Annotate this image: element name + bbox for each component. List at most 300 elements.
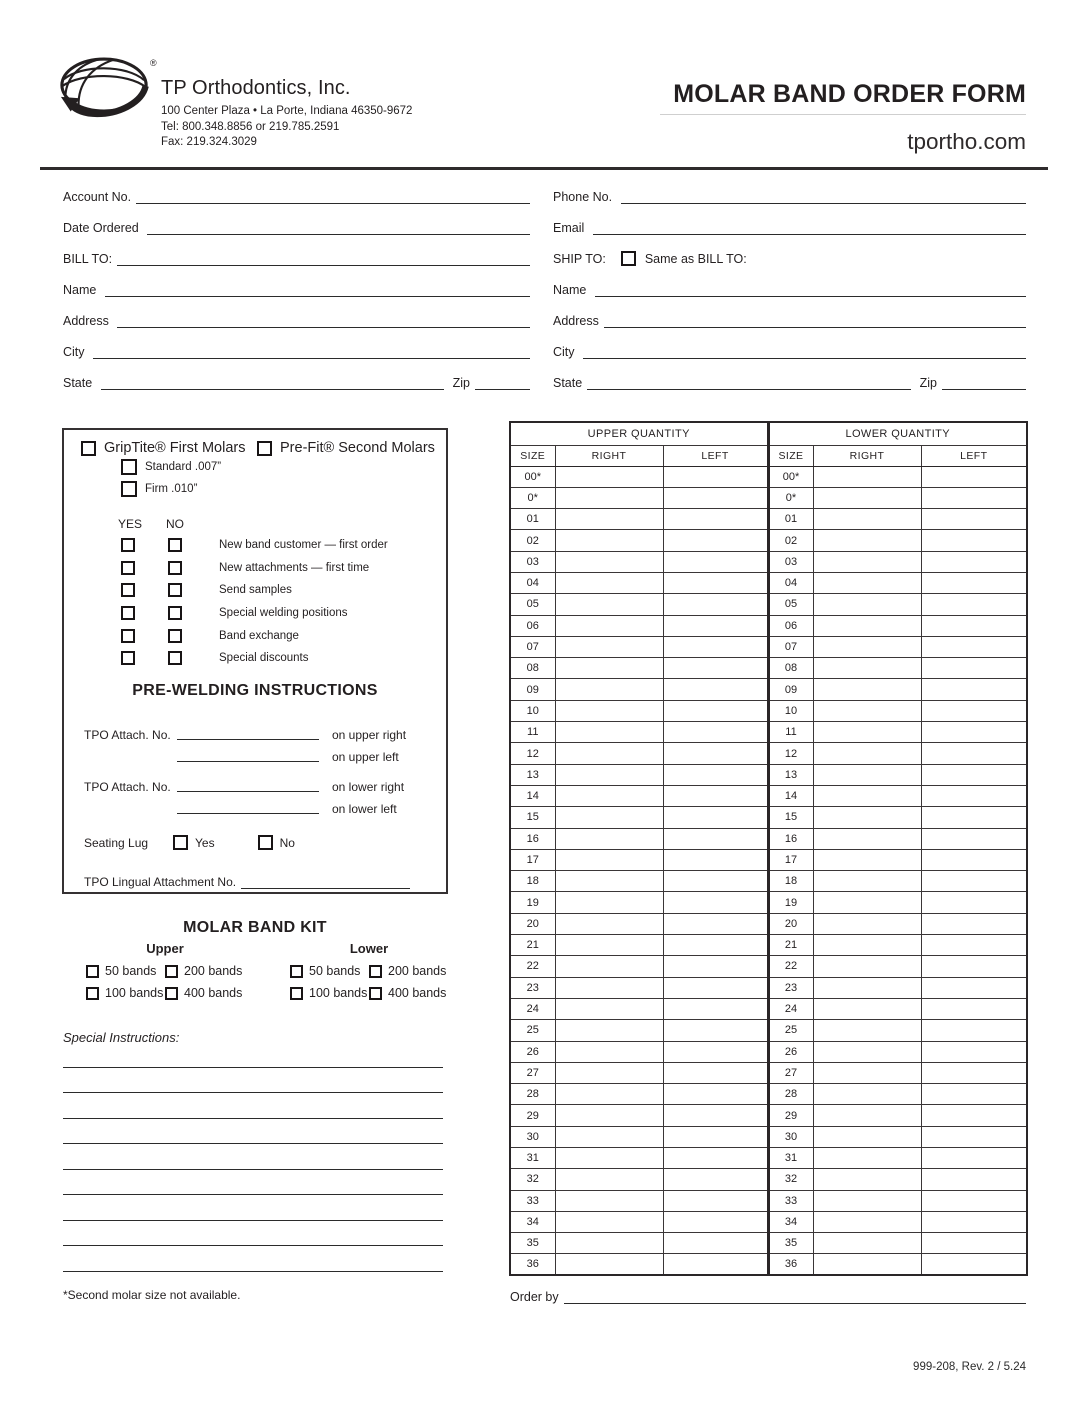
upper-right-qty-cell[interactable]: [555, 913, 663, 934]
upper-left-qty-cell[interactable]: [663, 1126, 768, 1147]
no-checkbox[interactable]: [168, 538, 182, 552]
upper-right-qty-cell[interactable]: [555, 1020, 663, 1041]
kit-option: [86, 964, 165, 978]
order-by-write-line[interactable]: [564, 1302, 1026, 1304]
lower-left-qty-cell[interactable]: [921, 807, 1027, 828]
upper-right-qty-cell[interactable]: [555, 935, 663, 956]
lower-right-qty-cell[interactable]: [813, 849, 921, 870]
lower-left-qty-cell[interactable]: [921, 785, 1027, 806]
special-instructions-line[interactable]: [63, 1042, 443, 1068]
lower-left-qty-cell[interactable]: [921, 722, 1027, 743]
lower-left-qty-cell[interactable]: [921, 1062, 1027, 1083]
seating-lug-yes-checkbox[interactable]: [173, 835, 188, 850]
lower-right-qty-cell[interactable]: [813, 743, 921, 764]
upper-left-qty-cell[interactable]: [663, 764, 768, 785]
special-instructions-line[interactable]: [63, 1093, 443, 1119]
no-checkbox[interactable]: [168, 606, 182, 620]
lower-right-qty-cell[interactable]: [813, 466, 921, 487]
size-row: [510, 892, 1027, 913]
griptite-first-molars-checkbox[interactable]: [81, 441, 96, 456]
upper-right-qty-cell[interactable]: [555, 700, 663, 721]
lower-right-qty-cell[interactable]: [813, 913, 921, 934]
lower-right-qty-cell[interactable]: [813, 1211, 921, 1232]
no-checkbox[interactable]: [168, 651, 182, 665]
lower-right-qty-cell[interactable]: [813, 658, 921, 679]
size-row: [510, 913, 1027, 934]
lower-right-qty-cell[interactable]: [813, 977, 921, 998]
lower-right-qty-cell[interactable]: [813, 487, 921, 508]
upper-left-qty-cell[interactable]: [663, 1211, 768, 1232]
lower-left-qty-cell[interactable]: [921, 849, 1027, 870]
lower-right-qty-cell[interactable]: [813, 530, 921, 551]
ship-to-write-line[interactable]: [583, 357, 1026, 359]
size-row: [510, 785, 1027, 806]
kit-group-upper: [86, 941, 244, 1004]
lower-size-cell: 14: [768, 785, 813, 806]
ship-to-write-line[interactable]: [587, 388, 910, 390]
ship-to-field-row: [553, 174, 1026, 205]
lower-right-qty-cell[interactable]: [813, 828, 921, 849]
firm-010-option: [121, 481, 197, 497]
same-as-bill-to-label: Same as BILL TO:: [644, 252, 747, 266]
lower-quantity-header: LOWER QUANTITY: [768, 422, 1027, 445]
kit-checkbox[interactable]: [165, 965, 178, 978]
upper-right-qty-cell[interactable]: [555, 1254, 663, 1275]
lower-right-qty-cell[interactable]: [813, 636, 921, 657]
bill-to-field-row: [63, 360, 530, 391]
lower-left-qty-cell[interactable]: [921, 1190, 1027, 1211]
lower-right-qty-cell[interactable]: [813, 998, 921, 1019]
lower-right-qty-cell[interactable]: [813, 807, 921, 828]
lower-right-qty-cell[interactable]: [813, 1084, 921, 1105]
upper-right-qty-cell[interactable]: [555, 530, 663, 551]
upper-right-qty-cell[interactable]: [555, 551, 663, 572]
lower-right-qty-cell[interactable]: [813, 1254, 921, 1275]
tpo-attach-label: TPO Attach. No.: [84, 780, 171, 794]
upper-right-qty-cell[interactable]: [555, 658, 663, 679]
upper-right-qty-cell[interactable]: [555, 871, 663, 892]
upper-left-qty-cell[interactable]: [663, 572, 768, 593]
lower-right-qty-cell[interactable]: [813, 594, 921, 615]
upper-right-qty-cell[interactable]: [555, 849, 663, 870]
lower-left-qty-cell[interactable]: [921, 466, 1027, 487]
special-instructions-line[interactable]: [63, 1144, 443, 1170]
size-row: [510, 594, 1027, 615]
field-label: Date Ordered: [63, 221, 143, 235]
lower-left-qty-cell[interactable]: [921, 551, 1027, 572]
bill-to-write-line[interactable]: [136, 202, 530, 204]
lower-right-qty-cell[interactable]: [813, 572, 921, 593]
lower-right-qty-cell[interactable]: [813, 1233, 921, 1254]
upper-left-qty-cell[interactable]: [663, 849, 768, 870]
lower-left-qty-cell[interactable]: [921, 828, 1027, 849]
title-rule: [660, 114, 1026, 115]
upper-left-qty-cell[interactable]: [663, 700, 768, 721]
bill-to-write-line[interactable]: [117, 326, 530, 328]
upper-right-qty-cell[interactable]: [555, 807, 663, 828]
kit-checkbox[interactable]: [369, 987, 382, 1000]
upper-left-qty-cell[interactable]: [663, 509, 768, 530]
lower-size-cell: 18: [768, 871, 813, 892]
lower-left-qty-cell[interactable]: [921, 935, 1027, 956]
ship-to-column: [553, 174, 1026, 391]
upper-left-qty-cell[interactable]: [663, 1254, 768, 1275]
upper-left-qty-cell[interactable]: [663, 1148, 768, 1169]
yes-checkbox[interactable]: [121, 538, 135, 552]
bill-to-field-row: [63, 329, 530, 360]
upper-left-qty-cell[interactable]: [663, 594, 768, 615]
lower-size-cell: 15: [768, 807, 813, 828]
kit-checkbox[interactable]: [369, 965, 382, 978]
second-molar-footnote: *Second molar size not available.: [63, 1288, 241, 1302]
lower-left-qty-cell[interactable]: [921, 1041, 1027, 1062]
upper-right-qty-cell[interactable]: [555, 1148, 663, 1169]
kit-checkbox[interactable]: [86, 987, 99, 1000]
upper-right-qty-cell[interactable]: [555, 1211, 663, 1232]
lower-left-qty-cell[interactable]: [921, 1211, 1027, 1232]
upper-right-qty-cell[interactable]: [555, 1126, 663, 1147]
lower-left-qty-cell[interactable]: [921, 743, 1027, 764]
upper-size-cell: 10: [510, 700, 555, 721]
upper-left-qty-cell[interactable]: [663, 658, 768, 679]
lower-left-qty-cell[interactable]: [921, 913, 1027, 934]
lower-size-cell: 28: [768, 1084, 813, 1105]
upper-right-qty-cell[interactable]: [555, 679, 663, 700]
lower-right-qty-cell[interactable]: [813, 785, 921, 806]
lower-size-cell: 08: [768, 658, 813, 679]
lower-left-qty-cell[interactable]: [921, 1084, 1027, 1105]
lower-left-qty-cell[interactable]: [921, 487, 1027, 508]
kit-option: [369, 986, 448, 1000]
no-checkbox[interactable]: [168, 561, 182, 575]
question-label: Send samples: [219, 584, 292, 597]
zip-write-line[interactable]: [942, 388, 1026, 390]
upper-left-qty-cell[interactable]: [663, 1190, 768, 1211]
upper-right-qty-cell[interactable]: [555, 615, 663, 636]
upper-size-cell: 09: [510, 679, 555, 700]
kit-checkbox[interactable]: [165, 987, 178, 1000]
ship-to-write-line[interactable]: [621, 202, 1026, 204]
upper-left-qty-cell[interactable]: [663, 913, 768, 934]
lower-right-qty-cell[interactable]: [813, 700, 921, 721]
lower-size-cell: 09: [768, 679, 813, 700]
upper-left-qty-cell[interactable]: [663, 1062, 768, 1083]
upper-left-qty-cell[interactable]: [663, 1084, 768, 1105]
lower-left-qty-cell[interactable]: [921, 956, 1027, 977]
lower-right-qty-cell[interactable]: [813, 1062, 921, 1083]
size-row: [510, 1126, 1027, 1147]
special-instructions-line[interactable]: [63, 1170, 443, 1196]
tpo-attach-write-line[interactable]: [177, 812, 319, 814]
yes-checkbox[interactable]: [121, 629, 135, 643]
zip-label: Zip: [452, 376, 470, 390]
firm-010-checkbox[interactable]: [121, 481, 137, 497]
upper-left-qty-cell[interactable]: [663, 551, 768, 572]
upper-left-qty-cell[interactable]: [663, 785, 768, 806]
upper-right-qty-cell[interactable]: [555, 466, 663, 487]
upper-left-qty-cell[interactable]: [663, 722, 768, 743]
special-instructions-line[interactable]: [63, 1195, 443, 1221]
zip-label: Zip: [919, 376, 937, 390]
yes-checkbox[interactable]: [121, 651, 135, 665]
upper-right-qty-cell[interactable]: [555, 1062, 663, 1083]
kit-checkbox[interactable]: [290, 965, 303, 978]
standard-007-label: Standard .007”: [145, 461, 222, 473]
lower-left-qty-cell[interactable]: [921, 594, 1027, 615]
upper-size-cell: 15: [510, 807, 555, 828]
bill-to-write-line[interactable]: [117, 264, 530, 266]
lower-right-qty-cell[interactable]: [813, 509, 921, 530]
upper-size-cell: 11: [510, 722, 555, 743]
lower-left-qty-cell[interactable]: [921, 700, 1027, 721]
upper-right-qty-cell[interactable]: [555, 722, 663, 743]
lower-size-cell: 04: [768, 572, 813, 593]
upper-right-qty-cell[interactable]: [555, 1084, 663, 1105]
size-row: [510, 1190, 1027, 1211]
lower-size-cell: 11: [768, 722, 813, 743]
lower-left-qty-cell[interactable]: [921, 1148, 1027, 1169]
upper-right-qty-cell[interactable]: [555, 594, 663, 615]
lower-right-qty-cell[interactable]: [813, 764, 921, 785]
lower-size-cell: 17: [768, 849, 813, 870]
lower-size-cell: 33: [768, 1190, 813, 1211]
lower-right-qty-cell[interactable]: [813, 551, 921, 572]
upper-left-qty-cell[interactable]: [663, 1105, 768, 1126]
size-row: [510, 956, 1027, 977]
upper-left-column-header: LEFT: [663, 445, 768, 466]
header-divider: [40, 167, 1048, 170]
lower-size-cell: 31: [768, 1148, 813, 1169]
upper-left-qty-cell[interactable]: [663, 1169, 768, 1190]
lower-left-qty-cell[interactable]: [921, 615, 1027, 636]
lower-left-qty-cell[interactable]: [921, 658, 1027, 679]
upper-left-qty-cell[interactable]: [663, 871, 768, 892]
lower-right-qty-cell[interactable]: [813, 892, 921, 913]
size-row: [510, 977, 1027, 998]
upper-left-qty-cell[interactable]: [663, 1233, 768, 1254]
ship-to-field-row: [553, 329, 1026, 360]
ship-to-field-row: [553, 267, 1026, 298]
lower-right-qty-cell[interactable]: [813, 956, 921, 977]
upper-left-qty-cell[interactable]: [663, 615, 768, 636]
lower-right-qty-cell[interactable]: [813, 935, 921, 956]
ship-to-write-line[interactable]: [595, 295, 1026, 297]
tpo-attach-row: [84, 774, 436, 794]
registered-trademark: ®: [150, 58, 157, 68]
size-row: [510, 764, 1027, 785]
upper-right-qty-cell[interactable]: [555, 785, 663, 806]
ship-to-write-line[interactable]: [604, 326, 1026, 328]
ship-to-field-row: [553, 298, 1026, 329]
upper-size-cell: 26: [510, 1041, 555, 1062]
lower-left-qty-cell[interactable]: [921, 977, 1027, 998]
upper-right-qty-cell[interactable]: [555, 1041, 663, 1062]
lower-left-qty-cell[interactable]: [921, 1020, 1027, 1041]
upper-right-qty-cell[interactable]: [555, 743, 663, 764]
kit-option: [165, 964, 244, 978]
upper-left-qty-cell[interactable]: [663, 892, 768, 913]
upper-right-qty-cell[interactable]: [555, 956, 663, 977]
upper-left-qty-cell[interactable]: [663, 487, 768, 508]
no-checkbox[interactable]: [168, 583, 182, 597]
lower-size-cell: 10: [768, 700, 813, 721]
lower-left-qty-cell[interactable]: [921, 764, 1027, 785]
kit-checkbox[interactable]: [86, 965, 99, 978]
size-row: [510, 998, 1027, 1019]
special-instructions-line[interactable]: [63, 1221, 443, 1247]
lower-left-qty-cell[interactable]: [921, 998, 1027, 1019]
lower-left-qty-cell[interactable]: [921, 1169, 1027, 1190]
upper-right-qty-cell[interactable]: [555, 509, 663, 530]
yes-checkbox[interactable]: [121, 583, 135, 597]
lower-left-qty-cell[interactable]: [921, 509, 1027, 530]
field-label: Name: [63, 283, 100, 297]
lower-size-cell: 03: [768, 551, 813, 572]
upper-right-qty-cell[interactable]: [555, 1233, 663, 1254]
yes-checkbox[interactable]: [121, 606, 135, 620]
form-title: MOLAR BAND ORDER FORM: [673, 80, 1026, 108]
bill-to-field-row: [63, 205, 530, 236]
upper-right-qty-cell[interactable]: [555, 572, 663, 593]
upper-left-qty-cell[interactable]: [663, 935, 768, 956]
yes-no-question-list: [121, 534, 438, 670]
upper-left-qty-cell[interactable]: [663, 1041, 768, 1062]
lower-left-qty-cell[interactable]: [921, 1254, 1027, 1275]
lower-size-cell: 02: [768, 530, 813, 551]
lower-right-qty-cell[interactable]: [813, 871, 921, 892]
upper-left-qty-cell[interactable]: [663, 956, 768, 977]
upper-size-cell: 00*: [510, 466, 555, 487]
field-label: State: [553, 376, 583, 390]
kit-option-label: 100 bands: [105, 986, 164, 1000]
upper-right-qty-cell[interactable]: [555, 892, 663, 913]
lower-right-qty-cell[interactable]: [813, 1041, 921, 1062]
special-instructions-line[interactable]: [63, 1068, 443, 1094]
upper-left-qty-cell[interactable]: [663, 998, 768, 1019]
lower-left-qty-cell[interactable]: [921, 871, 1027, 892]
prewelding-instructions-title: PRE-WELDING INSTRUCTIONS: [132, 682, 378, 699]
kit-option-label: 200 bands: [184, 964, 243, 978]
upper-right-qty-cell[interactable]: [555, 1105, 663, 1126]
company-name: TP Orthodontics, Inc.: [161, 77, 351, 99]
lower-right-qty-cell[interactable]: [813, 1190, 921, 1211]
upper-left-qty-cell[interactable]: [663, 977, 768, 998]
bill-to-write-line[interactable]: [147, 233, 530, 235]
size-row: [510, 1062, 1027, 1083]
order-by-row: [510, 1284, 1026, 1304]
kit-option-label: 50 bands: [309, 964, 361, 978]
band-options-panel: [62, 428, 448, 894]
upper-size-cell: 17: [510, 849, 555, 870]
upper-right-qty-cell[interactable]: [555, 636, 663, 657]
kit-option-label: 200 bands: [388, 964, 447, 978]
upper-left-qty-cell[interactable]: [663, 828, 768, 849]
standard-007-checkbox[interactable]: [121, 459, 137, 475]
bill-to-field-row: [63, 174, 530, 205]
company-fax: Fax: 219.324.3029: [161, 136, 257, 148]
upper-right-qty-cell[interactable]: [555, 1169, 663, 1190]
same-as-bill-to-checkbox[interactable]: [621, 251, 636, 266]
bill-to-write-line[interactable]: [93, 357, 530, 359]
lower-right-qty-cell[interactable]: [813, 1020, 921, 1041]
tpo-attach-write-line[interactable]: [177, 760, 319, 762]
upper-right-qty-cell[interactable]: [555, 977, 663, 998]
size-row: [510, 935, 1027, 956]
upper-left-qty-cell[interactable]: [663, 530, 768, 551]
griptite-first-molars-option: [81, 440, 245, 456]
upper-size-cell: 01: [510, 509, 555, 530]
lower-left-qty-cell[interactable]: [921, 572, 1027, 593]
yes-column-header: YES: [118, 517, 143, 531]
lower-right-qty-cell[interactable]: [813, 1126, 921, 1147]
lower-right-qty-cell[interactable]: [813, 1105, 921, 1126]
lower-size-cell: 12: [768, 743, 813, 764]
upper-size-cell: 28: [510, 1084, 555, 1105]
field-label: Name: [553, 283, 590, 297]
tpo-attach-write-line[interactable]: [177, 790, 319, 792]
molar-band-kit-options: [62, 941, 448, 1007]
upper-right-qty-cell[interactable]: [555, 487, 663, 508]
lower-left-qty-cell[interactable]: [921, 1233, 1027, 1254]
upper-right-qty-cell[interactable]: [555, 1190, 663, 1211]
size-row: [510, 1211, 1027, 1232]
upper-size-cell: 35: [510, 1233, 555, 1254]
lower-left-qty-cell[interactable]: [921, 530, 1027, 551]
bill-to-column: [63, 174, 530, 391]
upper-size-cell: 22: [510, 956, 555, 977]
size-row: [510, 807, 1027, 828]
upper-left-qty-cell[interactable]: [663, 679, 768, 700]
seating-lug-no-checkbox[interactable]: [258, 835, 273, 850]
lingual-attachment-write-line[interactable]: [241, 887, 410, 889]
lower-left-qty-cell[interactable]: [921, 679, 1027, 700]
upper-left-qty-cell[interactable]: [663, 807, 768, 828]
company-address: 100 Center Plaza • La Porte, Indiana 46350-9672: [161, 105, 413, 117]
upper-left-qty-cell[interactable]: [663, 743, 768, 764]
upper-left-qty-cell[interactable]: [663, 1020, 768, 1041]
zip-write-line[interactable]: [475, 388, 530, 390]
lower-size-cell: 26: [768, 1041, 813, 1062]
no-checkbox[interactable]: [168, 629, 182, 643]
upper-size-cell: 33: [510, 1190, 555, 1211]
size-row: [510, 466, 1027, 487]
lower-left-qty-cell[interactable]: [921, 1105, 1027, 1126]
upper-right-qty-cell[interactable]: [555, 998, 663, 1019]
lower-right-qty-cell[interactable]: [813, 1169, 921, 1190]
tpo-attach-write-line[interactable]: [177, 738, 319, 740]
lower-left-qty-cell[interactable]: [921, 892, 1027, 913]
special-instructions-line[interactable]: [63, 1246, 443, 1272]
bill-to-write-line[interactable]: [101, 388, 444, 390]
lower-right-qty-cell[interactable]: [813, 679, 921, 700]
prefit-second-molars-checkbox[interactable]: [257, 441, 272, 456]
kit-option: [86, 986, 165, 1000]
lower-right-qty-cell[interactable]: [813, 615, 921, 636]
upper-left-qty-cell[interactable]: [663, 466, 768, 487]
yes-checkbox[interactable]: [121, 561, 135, 575]
upper-right-qty-cell[interactable]: [555, 764, 663, 785]
lower-right-qty-cell[interactable]: [813, 1148, 921, 1169]
kit-checkbox[interactable]: [290, 987, 303, 1000]
ship-to-write-line[interactable]: [593, 233, 1026, 235]
special-instructions-line[interactable]: [63, 1119, 443, 1145]
lower-left-qty-cell[interactable]: [921, 636, 1027, 657]
upper-left-qty-cell[interactable]: [663, 636, 768, 657]
bill-to-write-line[interactable]: [105, 295, 530, 297]
lower-right-qty-cell[interactable]: [813, 722, 921, 743]
upper-right-qty-cell[interactable]: [555, 828, 663, 849]
lower-left-qty-cell[interactable]: [921, 1126, 1027, 1147]
